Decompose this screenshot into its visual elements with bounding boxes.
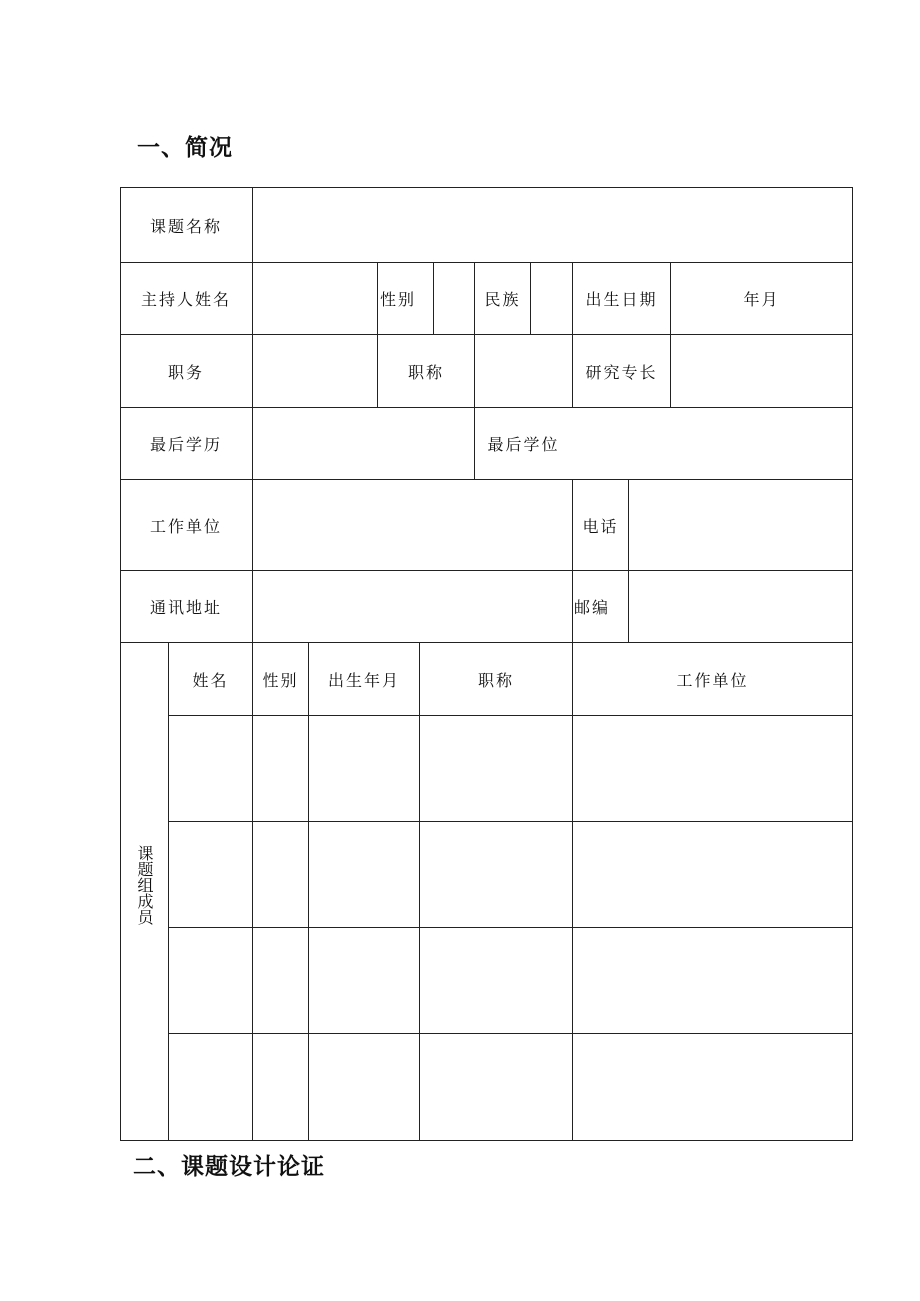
member-row-4[interactable] xyxy=(169,1034,852,1140)
label-ethnicity: 民族 xyxy=(484,290,521,309)
header-member-name: 姓名 xyxy=(192,670,229,690)
phone-field[interactable] xyxy=(629,480,852,570)
postcode-field[interactable] xyxy=(629,571,852,642)
last-degree-field[interactable] xyxy=(573,408,852,479)
birth-date-field[interactable]: 年月 xyxy=(743,290,780,309)
label-gender: 性别 xyxy=(380,290,417,309)
research-specialty-field[interactable] xyxy=(671,335,852,407)
table-border-right xyxy=(852,187,853,1141)
ethnicity-field[interactable] xyxy=(531,263,572,334)
label-research-specialty: 研究专长 xyxy=(585,362,658,382)
member-row-2[interactable] xyxy=(169,822,852,927)
position-field[interactable] xyxy=(253,335,377,407)
label-topic-name: 课题名称 xyxy=(149,216,222,236)
section1-title: 一、简况 xyxy=(137,135,233,161)
topic-name-field[interactable] xyxy=(253,188,852,262)
label-work-unit: 工作单位 xyxy=(149,516,222,536)
header-member-birth: 出生年月 xyxy=(327,670,400,690)
label-birth-date: 出生日期 xyxy=(585,290,658,309)
header-member-title: 职称 xyxy=(477,670,514,690)
label-group-members: 课题组成员 xyxy=(135,845,154,925)
member-row-3[interactable] xyxy=(169,928,852,1033)
label-last-education: 最后学历 xyxy=(149,435,222,454)
label-postcode: 邮编 xyxy=(574,598,611,617)
member-row-1[interactable] xyxy=(169,716,852,821)
label-phone: 电话 xyxy=(582,516,619,536)
header-member-unit: 工作单位 xyxy=(676,670,749,690)
label-title: 职称 xyxy=(407,362,444,382)
section2-title: 二、课题设计论证 xyxy=(133,1154,325,1180)
work-unit-field[interactable] xyxy=(253,480,572,570)
last-education-field[interactable] xyxy=(253,408,474,479)
label-host-name: 主持人姓名 xyxy=(140,290,231,309)
label-address: 通讯地址 xyxy=(149,598,222,617)
header-member-gender: 性别 xyxy=(262,670,299,690)
title-field[interactable] xyxy=(475,335,572,407)
host-name-field[interactable] xyxy=(253,263,377,334)
label-position: 职务 xyxy=(167,362,204,382)
label-last-degree: 最后学位 xyxy=(487,435,560,454)
address-field[interactable] xyxy=(253,571,572,642)
table-border-bottom xyxy=(120,1140,853,1141)
gender-field[interactable] xyxy=(434,263,474,334)
